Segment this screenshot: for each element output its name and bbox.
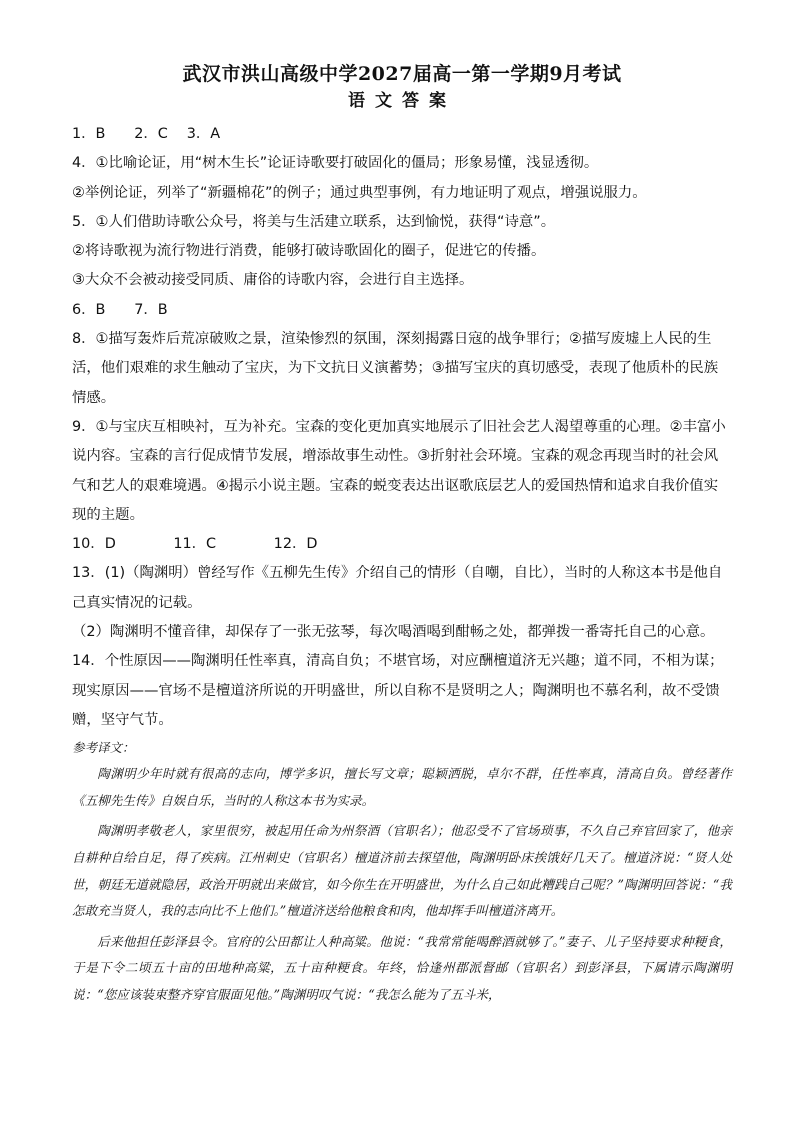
translation-paragraph-2: 陶渊明孝敬老人，家里很穷，被起用任命为州祭酒（官职名）；他忍受不了官场琐事，不久自己弃官回家了，他亲自耕种自给自足，得了疾病。江州刺史（官职名）檀道济前去探望他，陶渊明卧床挨饿好几天了。檀道济说：“贤人处世，朝廷无道就隐居，政治开明就出来做官，如今你生在开明盛世，为什么自己如此糟践自己呢？”陶渊明回答说：“我怎敢充当贤人，我的志向比不上他们。”檀道济送给他粮食和肉，他却挥手叫檀道济离开。 xyxy=(72,823,732,919)
answer-14: 14．个性原因——陶渊明任性率真，清高自负；不堪官场，对应酬檀道济无兴趣；道不同，不相为谋；现实原因——官场不是檀道济所说的开明盛世，所以自称不是贤明之人；陶渊明也不慕名利，故不受馈赠，坚守气节。 xyxy=(72,653,724,728)
answer-5-point-2: ②将诗歌视为流行物进行消费，能够打破诗歌固化的圈子，促进它的传播。 xyxy=(72,243,546,260)
answer-9: 9．①与宝庆互相映衬，互为补充。宝森的变化更加真实地展示了旧社会艺人渴望尊重的心理。②丰富小说内容。宝森的言行促成情节发展，增添故事生动性。③折射社会环境。宝森的观念再现当时的社会风气和艺人的艰难境遇。④揭示小说主题。宝森的蜕变表达出讴歌底层艺人的爱国热情和追求自我价值实现的主题。 xyxy=(72,418,726,523)
answer-10-12: 10．D 11．C 12．D xyxy=(72,536,318,553)
answer-8: 8．①描写轰炸后荒凉破败之景，渲染惨烈的氛围，深刻揭露日寇的战争罪行；②描写废墟上人民的生活，他们艰难的求生触动了宝庆，为下文抗日义演蓄势；③描写宝庆的真切感受，表现了他质朴的民族情感。 xyxy=(72,331,719,406)
answer-5-point-1: 5．①人们借助诗歌公众号，将美与生活建立联系，达到愉悦，获得“诗意”。 xyxy=(72,213,556,230)
answer-4-point-2: ②举例论证，列举了“新疆棉花”的例子；通过典型事例，有力地证明了观点，增强说服力。 xyxy=(72,184,647,201)
reference-translation xyxy=(72,735,732,1008)
answer-1-3: 1．B 2．C 3．A xyxy=(72,126,221,142)
page-subtitle: 语文答案 xyxy=(348,91,456,111)
answer-5-point-3: ③大众不会被动接受同质、庸俗的诗歌内容，会进行自主选择。 xyxy=(72,272,474,289)
reference-label: 参考译文： xyxy=(72,740,135,756)
page-title: 武汉市洪山高级中学2027届高一第一学期9月考试 xyxy=(182,63,622,85)
answers-section xyxy=(72,120,732,735)
answer-4-point-1: 4．①比喻论证，用“树木生长”论证诗歌要打破固化的僵局；形象易懂，浅显透彻。 xyxy=(72,155,599,172)
translation-paragraph-3: 后来他担任彭泽县令。官府的公田都让人种高粱。他说：“我常常能喝醉酒就够了。”妻子、儿子坚持要求种粳食，于是下令二顷五十亩的田地种高粱，五十亩种粳食。年终，恰逢州郡派督邮（官职名）到彭泽县，下属请示陶渊明说：“您应该装束整齐穿官服面见他。”陶渊明叹气说：“我怎么能为了五斗米， xyxy=(72,933,732,1002)
answer-13-part-2: （2）陶渊明不懂音律，却保存了一张无弦琴，每次喝酒喝到酣畅之处，都弹拨一番寄托自己的心意。 xyxy=(72,624,715,641)
answer-13-part-1: 13．(1)（陶渊明）曾经写作《五柳先生传》介绍自己的情形（自嘲，自比），当时的人称这本书是他自己真实情况的记载。 xyxy=(72,565,723,611)
translation-paragraph-1: 陶渊明少年时就有很高的志向，博学多识，擅长写文章；聪颖洒脱，卓尔不群，任性率真，清高自负。曾经著作《五柳先生传》自娱自乐，当时的人称这本书为实录。 xyxy=(72,766,732,808)
answer-sheet xyxy=(72,62,732,1013)
answer-6-7: 6．B 7．B xyxy=(72,301,168,318)
